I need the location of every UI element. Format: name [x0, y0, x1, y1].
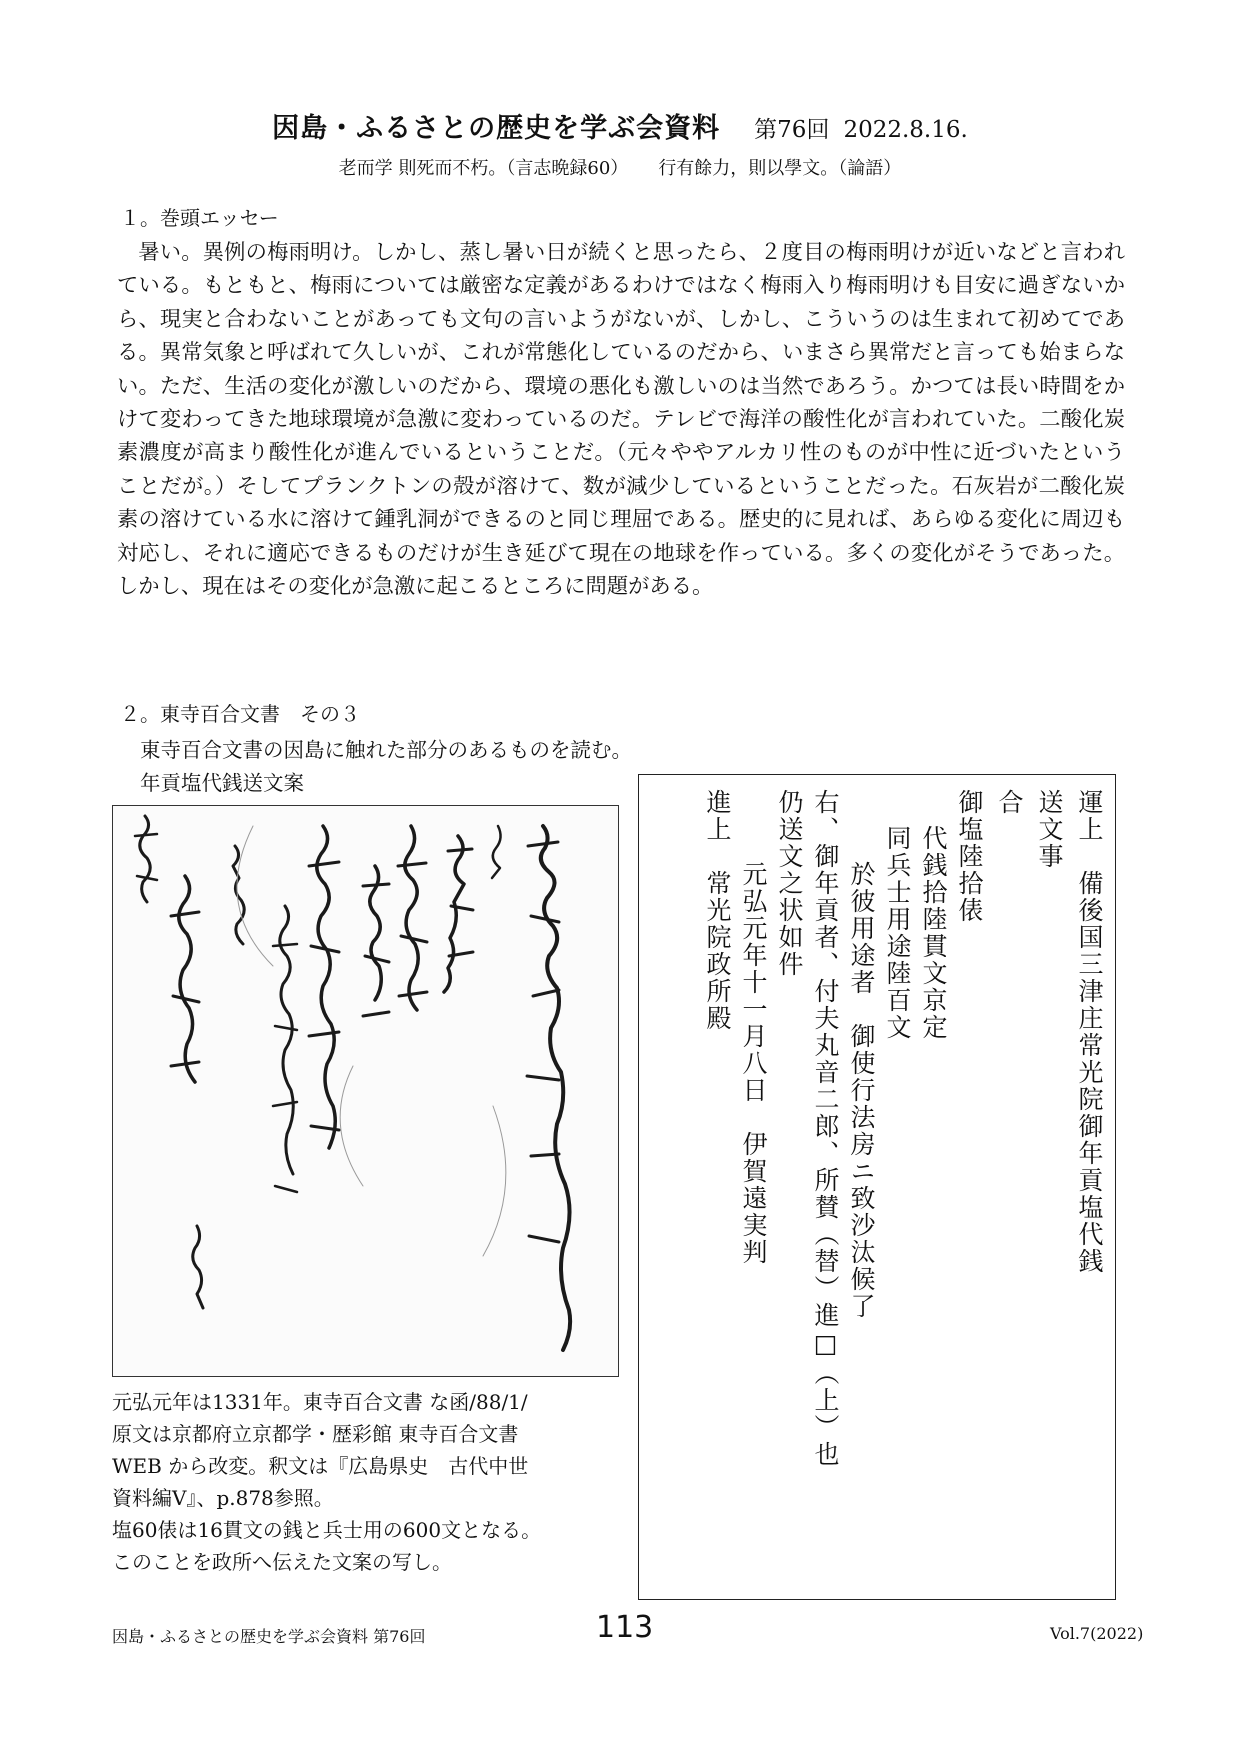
note-line: WEB から改変。釈文は『広島県史 古代中世: [112, 1454, 529, 1478]
section2-heading: ２。東寺百合文書 その３: [120, 702, 360, 726]
transcription-line: 進上 常光院政所殿: [703, 789, 732, 1032]
transcription-line: 同兵士用途陸百文: [883, 825, 912, 1041]
section1-heading: １。巻頭エッセー: [120, 206, 279, 230]
note-line: 塩60俵は16貫文の銭と兵士用の600文となる。: [112, 1518, 542, 1542]
note-line: このことを政所へ伝えた文案の写し。: [112, 1550, 452, 1574]
footer-volume: Vol.7(2022): [1050, 1624, 1144, 1643]
transcription-line: 送文事: [1035, 789, 1064, 870]
motto-row: [0, 154, 1240, 180]
transcription-line: 元弘元年十一月八日 伊賀遠実判: [739, 861, 768, 1266]
section2-intro: 東寺百合文書の因島に触れた部分のあるものを読む。: [140, 738, 632, 762]
note-line: 原文は京都府立京都学・歴彩館 東寺百合文書: [112, 1422, 519, 1446]
note-line: 元弘元年は1331年。東寺百合文書 な函/88/1/: [112, 1390, 528, 1414]
transcription-line: 御塩陸拾俵: [955, 789, 984, 924]
document-title: 因島・ふるさとの歴史を学ぶ会資料: [272, 113, 721, 144]
document-caption: 年貢塩代銭送文案: [140, 771, 304, 795]
source-notes: [112, 1386, 632, 1578]
issue-date: 2022.8.16.: [843, 117, 968, 143]
motto-quote-1: 老而学 則死而不朽。（言志晩録60）: [338, 158, 629, 179]
transcription-line: 運上 備後国三津庄常光院御年貢塩代銭: [1075, 789, 1104, 1275]
transcription-line: 仍送文之状如件: [775, 789, 804, 978]
issue-number: 第76回: [754, 117, 830, 143]
motto-quote-2: 行有餘力，則以學文。（論語）: [658, 158, 902, 179]
essay-paragraph: 暑い。異例の梅雨明け。しかし、蒸し暑い日が続くと思ったら、２度目の梅雨明けが近いなどと言われている。もともと、梅雨については厳密な定義があるわけではなく梅雨入り梅雨明けも目安に過ぎないから、現実と合わないことがあっても文句の言いようがないが、しかし、こういうのは生まれて初めてである。異常気象と呼ばれて久しいが、これが常態化しているのだから、いまさら異常だと言っても始まらない。ただ、生活の変化が激しいのだから、環境の悪化も激しいのは当然であろう。かつては長い時間をかけて変わってきた地球環境が急激に変わっているのだ。テレビで海洋の酸性化が言われていた。二酸化炭素濃度が高まり酸性化が進んでいるということだ。（元々ややアルカリ性のものが中性に近づいたということだが。）そしてプランクトンの殻が溶けて、数が減少しているということだった。石灰岩が二酸化炭素の溶けている水に溶けて鍾乳洞ができるのと同じ理屈である。歴史的に見れば、あらゆる変化に周辺も対応し、それに適応できるものだけが生き延びて現在の地球を作っている。多くの変化がそうであった。しかし、現在はその変化が急激に起こるところに問題がある。: [117, 240, 1125, 600]
handwritten-manuscript-drawing: [113, 806, 618, 1376]
footer-series-name: 因島・ふるさとの歴史を学ぶ会資料 第76回: [112, 1627, 426, 1646]
transcription-line: 代銭拾陸貫文京定: [919, 825, 948, 1041]
transcription-line: 右、御年貢者、付夫丸音二郎、所賛（替）進□（上）也: [811, 789, 840, 1468]
page-title-row: [0, 106, 1240, 145]
transcription-box: [638, 774, 1116, 1600]
note-line: 資料編Ⅴ』、p.878参照。: [112, 1486, 334, 1510]
transcription-line: 合: [995, 789, 1024, 816]
page-number: 113: [596, 1610, 654, 1645]
manuscript-image: [112, 805, 619, 1377]
transcription-line: 於彼用途者 御使行法房ニ致沙汰候了: [847, 861, 876, 1320]
